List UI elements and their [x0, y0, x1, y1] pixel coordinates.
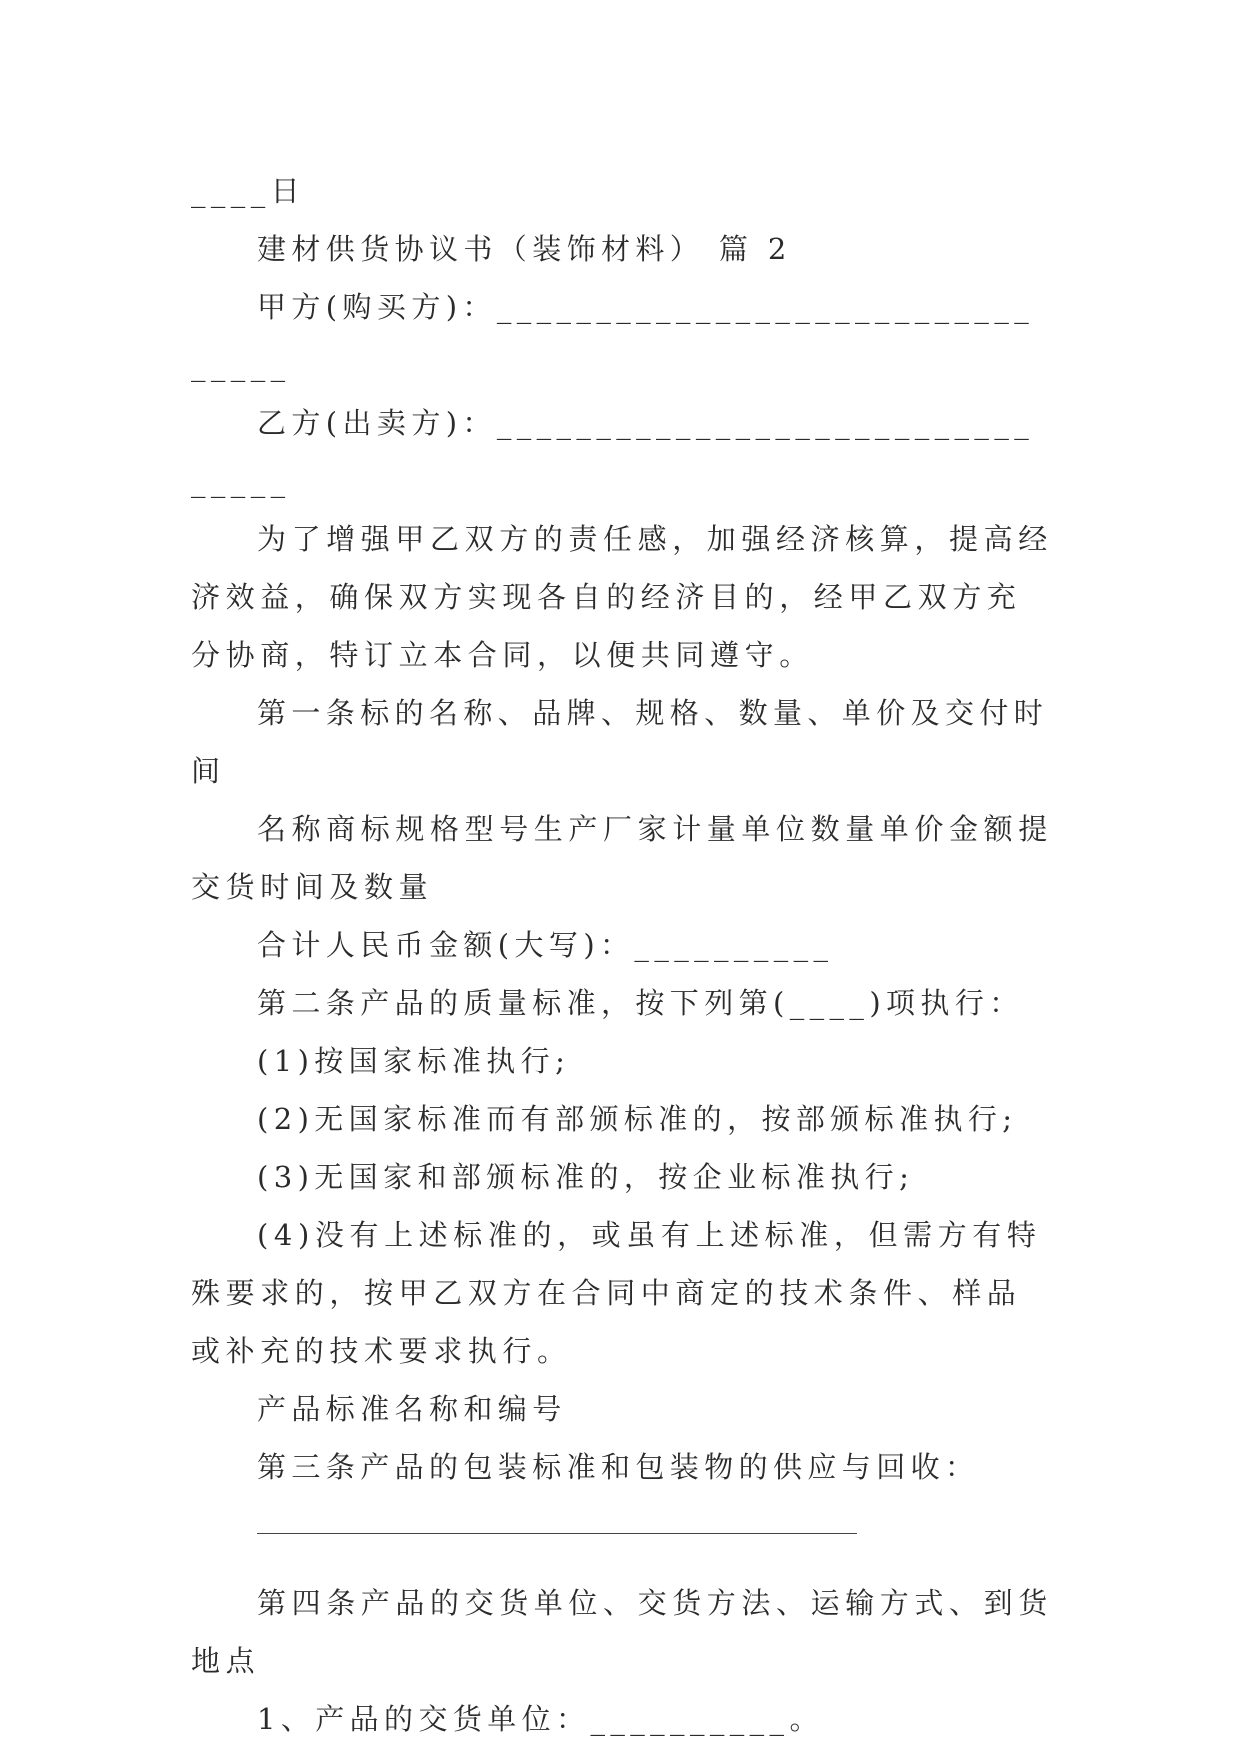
party-b-line: 乙方(出卖方)：________________________________ — [191, 406, 1035, 498]
document-page — [191, 162, 1053, 1748]
article-2-heading: 第二条产品的质量标准，按下列第(____)项执行： — [257, 986, 1024, 1020]
item-4-paragraph: (4)没有上述标准的，或虽有上述标准，但需方有特殊要求的，按甲乙双方在合同中商定的技术条件、样品或补充的技术要求执行。 — [191, 1218, 1042, 1368]
delivery-unit-line: 1、产品的交货单位：__________。 — [257, 1702, 824, 1736]
article-3-heading: 第三条产品的包装标准和包装物的供应与回收： — [257, 1450, 980, 1484]
item-1-line: (1)按国家标准执行; — [257, 1044, 571, 1078]
table-headers-line: 名称商标规格型号生产厂家计量单位数量单价金额提交货时间及数量 — [191, 812, 1053, 904]
article-4-heading: 第四条产品的交货单位、交货方法、运输方式、到货地点 — [191, 1586, 1053, 1678]
product-standard-line: 产品标准名称和编号 — [257, 1392, 567, 1426]
blank-fill-line — [191, 1496, 1053, 1554]
item-2-line: (2)无国家标准而有部颁标准的，按部颁标准执行; — [257, 1102, 1018, 1136]
underline-rule — [257, 1533, 857, 1534]
date-tail-line: ____日 — [191, 174, 306, 208]
spacer — [191, 1554, 1053, 1574]
intro-paragraph: 为了增强甲乙双方的责任感，加强经济核算，提高经济效益，确保双方实现各自的经济目的，经甲乙双方充分协商，特订立本合同，以便共同遵守。 — [191, 522, 1053, 672]
total-amount-line: 合计人民币金额(大写)：__________ — [257, 928, 834, 962]
article-1-heading: 第一条标的名称、品牌、规格、数量、单价及交付时间 — [191, 696, 1049, 788]
document-title: 建材供货协议书（装饰材料） 篇 2 — [257, 232, 792, 266]
party-a-line: 甲方(购买方)：________________________________ — [191, 290, 1035, 382]
item-3-line: (3)无国家和部颁标准的，按企业标准执行; — [257, 1160, 915, 1194]
